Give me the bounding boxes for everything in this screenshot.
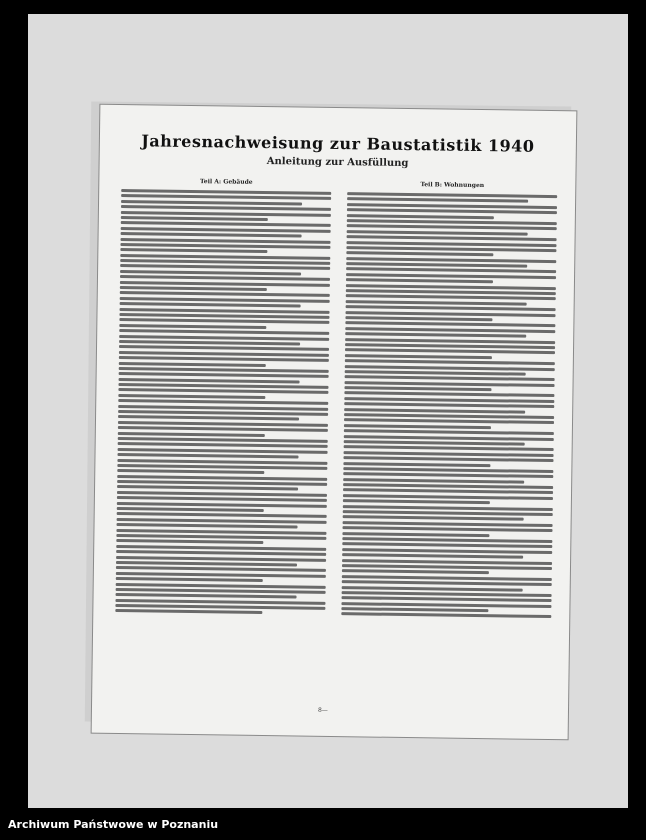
left-column-body xyxy=(115,189,331,615)
document-subtitle: Anleitung zur Ausfüllung xyxy=(266,156,409,170)
document-title: Jahresnachweisung zur Baustatistik 1940 xyxy=(141,131,535,156)
right-column-heading: Teil B: Wohnungen xyxy=(420,181,485,190)
right-column xyxy=(341,180,557,621)
document-page xyxy=(92,105,577,740)
left-column xyxy=(115,177,331,618)
right-column-body xyxy=(341,192,557,618)
page-number: 8— xyxy=(317,706,328,714)
text-columns xyxy=(93,165,575,621)
left-column-heading: Teil A: Gebäude xyxy=(199,178,253,186)
archive-label: Archiwum Państwowe w Poznaniu xyxy=(8,818,219,831)
